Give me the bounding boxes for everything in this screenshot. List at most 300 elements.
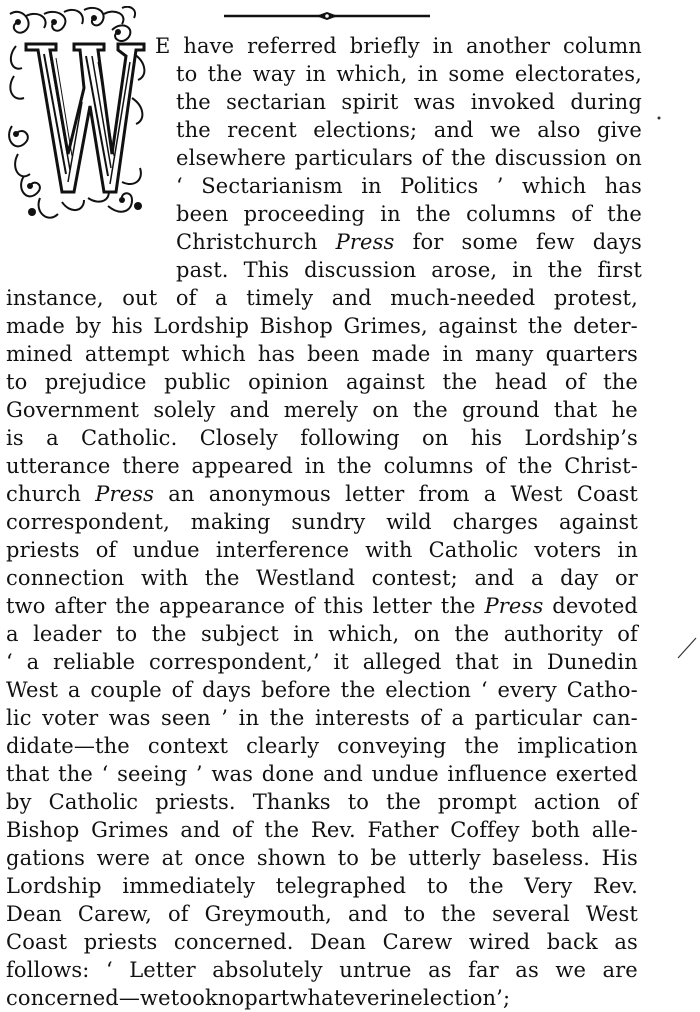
word: briefly [349,34,420,58]
word: made [371,342,431,366]
word: baseless. [492,846,591,870]
word: columns [383,454,474,478]
word: on [422,426,449,450]
word: Press [95,482,155,506]
word: a [451,706,465,730]
word: West [510,482,563,506]
word: arose, [431,258,498,282]
word: both [531,818,581,842]
word: and [323,762,363,786]
word: part [244,986,290,1010]
word: the [547,258,583,282]
word: Father [367,818,439,842]
word: Government [6,398,140,422]
word: sundry [291,510,366,534]
word: we [555,958,587,982]
word: follows: [6,958,90,982]
word: the [386,790,421,814]
word: a [483,482,497,506]
word: an [168,482,195,506]
word: a [67,678,81,702]
word: His [601,846,638,870]
word: it [333,650,349,674]
word: in [417,62,439,86]
text-line [6,957,638,984]
word: in [512,258,533,282]
word: Lordship [153,314,250,338]
word: with [365,538,413,562]
word: the [442,370,478,394]
word: gations [6,846,86,870]
word: Bishop [6,818,80,842]
word: lic [6,706,32,730]
word: Dean [6,902,62,926]
word: a [530,566,544,590]
word: of [171,678,193,702]
word: days [202,678,252,702]
word: the [264,818,300,842]
word: by [75,314,101,338]
word: some [461,230,518,254]
word: in [617,538,638,562]
word: which, [328,622,400,646]
word: ‘ [480,678,488,702]
word: Sectarianism [201,174,343,198]
word: elsewhere [176,146,287,170]
word: conveying [337,734,447,758]
decorative-dropcap [4,6,154,228]
word: Catholic [428,538,519,562]
text-line [6,845,638,872]
word: untrue [339,958,412,982]
word: interests [314,706,410,730]
word: absolutely [212,958,323,982]
word: the [527,314,563,338]
word: alleged [362,650,442,674]
word: Press [335,230,395,254]
text-line [176,173,642,200]
word: utterly [408,846,481,870]
word: that [6,762,50,786]
word: Lordship [6,874,102,898]
word: subject [200,622,279,646]
word: charges [452,510,539,534]
word: the [269,706,305,730]
word: took [170,986,218,1010]
word: Greymouth, [204,902,332,926]
word: as [614,930,638,954]
word: ’ [195,762,203,786]
word: ‘ [105,958,113,982]
word: prejudice [44,370,147,394]
margin-dot-mark [655,114,663,122]
word: against [345,370,425,394]
word: priests [6,538,80,562]
word: the [440,594,476,618]
word: the [441,902,477,926]
word: column [562,34,642,58]
word: priests [83,930,158,954]
word: on [413,622,441,646]
word: the [151,622,187,646]
word: to [347,790,370,814]
word: public [164,370,231,394]
word: in [389,986,411,1010]
word: we [490,118,521,142]
word: Bishop [259,314,334,338]
ornamental-rule [224,11,430,21]
text-line [176,145,642,172]
word: West [6,678,59,702]
margin-scratch-mark [676,636,698,660]
word: his [111,314,143,338]
text-line [6,733,638,760]
word: Coffey [450,818,520,842]
word: electorates, [514,62,642,86]
word: opinion [248,370,329,394]
word: of [95,538,117,562]
text-line [6,901,638,928]
word: the [468,874,504,898]
word: another [465,34,551,58]
word: are [602,958,638,982]
word: far [468,958,499,982]
word: timely [246,286,314,310]
word: in [512,650,534,674]
word: which [181,342,246,366]
word: done [261,762,315,786]
word: referred [247,34,337,58]
word: discussion [304,258,417,282]
word: a [26,650,40,674]
word: Thanks [252,790,331,814]
word: clearly [246,734,320,758]
word: on [372,398,399,422]
word: that [455,650,499,674]
word: in [304,454,326,478]
word: in [238,706,260,730]
word: attempt [84,342,170,366]
word: to [337,846,360,870]
word: days [592,230,642,254]
word: be [370,846,397,870]
word: was [108,706,151,730]
word: and [331,286,372,310]
word: wired [468,930,531,954]
word: at [161,846,183,870]
word: shown [256,846,327,870]
word: two [6,594,46,618]
word: way [252,62,296,86]
word: election [385,678,472,702]
text-line [6,817,638,844]
word: also [537,118,581,142]
word: the [413,398,448,422]
word: and [180,818,221,842]
word: has [257,342,296,366]
word: and [474,566,515,590]
text-line [6,341,638,368]
word: telegraphed [275,874,407,898]
word: context [147,734,229,758]
word: Rev. [593,874,638,898]
word: mined [6,342,73,366]
word: of [485,454,506,478]
word: columns [466,202,556,226]
word: of [167,902,189,926]
word: letter [372,594,432,618]
word: a [215,286,228,310]
word: few [536,230,575,254]
word: before [261,678,331,702]
word: of [420,706,442,730]
word: seen [161,706,211,730]
word: Coast [576,482,638,506]
word: reliable [53,650,136,674]
word: making [190,510,271,534]
word: ‘ [6,650,13,674]
text-line [6,621,638,648]
word: against [438,314,518,338]
text-line [6,369,638,396]
word: Lordship’s [524,426,638,450]
word: seeing [117,762,188,786]
word: to [176,62,198,86]
word: devoted [552,594,638,618]
text-line [6,313,638,340]
word: solely [153,398,216,422]
word: out [122,286,158,310]
word: head [494,370,548,394]
word: Grimes, [343,314,428,338]
word: a [46,426,59,450]
word: protest, [553,286,638,310]
word: invoked [470,90,556,114]
word: merely [283,398,359,422]
word: didate—the [6,734,130,758]
word: Catholic [48,790,139,814]
text-line [155,33,642,60]
word: of [564,370,586,394]
word: Rev. [310,818,356,842]
word: the [58,762,93,786]
word: several [492,902,570,926]
word: appeared [191,454,293,478]
word: leader [33,622,102,646]
word: authority [503,622,603,646]
word: particulars [294,146,413,170]
word: Catho- [566,678,638,702]
word: Carew, [77,902,153,926]
word: Dunedin [546,650,638,674]
text-line [6,929,638,956]
word: his [470,426,503,450]
word: spirit [341,90,399,114]
text-line [6,649,638,676]
word: and [347,902,388,926]
word: West [585,902,638,926]
word: in [305,62,327,86]
word: been [307,342,360,366]
word: the [176,118,211,142]
word: discussion [494,146,607,170]
word: sectarian [226,90,327,114]
word: implication [517,734,638,758]
text-line [176,89,642,116]
word: of [175,286,197,310]
word: from [418,482,470,506]
word: priests. [155,790,236,814]
word: influence [447,762,548,786]
text-line [6,285,638,312]
word: against [558,510,638,534]
word: the [340,678,376,702]
text-line [6,453,638,480]
word: that [553,398,598,422]
word: of [617,790,638,814]
word: Coast [6,930,68,954]
word: elections; [313,118,418,142]
word: or [614,566,638,590]
word: first [597,258,642,282]
word: deter- [573,314,638,338]
word: to [115,622,138,646]
word: the [176,90,211,114]
text-line [6,481,638,508]
word: as [515,958,539,982]
word: Christ- [564,454,638,478]
word: a [6,622,19,646]
word: the [204,566,240,590]
word: Closely [199,426,278,450]
word: every [497,678,557,702]
word: recent [227,118,297,142]
text-line [176,61,642,88]
word: has [604,174,642,198]
word: were [96,846,151,870]
word: E [155,34,171,58]
word: with [141,566,189,590]
word: correspondent,’ [149,650,320,674]
word: ground [462,398,540,422]
word: can- [592,706,638,730]
word: Press [484,594,544,618]
word: particular [474,706,582,730]
word: day [560,566,599,590]
word: the [603,370,638,394]
word: voter [42,706,99,730]
word: in [293,622,314,646]
word: exerted [555,762,638,786]
text-line [6,397,638,424]
word: the [451,146,486,170]
word: election [410,986,497,1010]
word: to [403,902,426,926]
word: ’; [496,986,511,1010]
word: church [6,482,82,506]
word: many [475,342,534,366]
word: Very [524,874,573,898]
word: and [229,398,270,422]
word: in [380,202,401,226]
word: the [416,202,451,226]
word: the [454,622,490,646]
word: for [412,230,444,254]
text-line [6,705,638,732]
word: alle- [591,818,638,842]
word: Carew [382,930,453,954]
word: following [300,426,400,450]
word: this [323,594,364,618]
word: the [207,62,243,86]
word: was [413,90,456,114]
word: action [533,790,601,814]
text-line [6,565,638,592]
word: Dean [310,930,367,954]
word: Politics [400,174,479,198]
word: proceeding [243,202,366,226]
word: is [6,426,24,450]
text-line [176,229,642,256]
word: appearance [158,594,286,618]
word: which, [336,62,408,86]
word: interference [215,538,350,562]
word: contest; [371,566,458,590]
word: in [361,174,382,198]
text-line [6,985,638,1012]
word: on [615,146,642,170]
text-line [6,873,638,900]
word: much-needed [390,286,536,310]
word: by [6,790,32,814]
word: concerned. [173,930,294,954]
word: of [293,594,315,618]
word: immediately [122,874,256,898]
word: no [217,986,245,1010]
word: made [6,314,65,338]
word: back [546,930,598,954]
word: instance, [6,286,104,310]
word: the [115,594,151,618]
word: utterance [6,454,111,478]
word: This [243,258,290,282]
text-line [176,201,642,228]
word: the [337,454,372,478]
word: past. [176,258,229,282]
word: letter [345,482,405,506]
word: give [596,118,642,142]
word: some [448,62,505,86]
text-line [6,789,638,816]
word: of [571,202,592,226]
word: ’ [221,706,229,730]
word: as [428,958,452,982]
word: wild [386,510,432,534]
word: there [122,454,180,478]
word: to [6,370,28,394]
word: ‘ [101,762,109,786]
word: the [517,454,553,478]
word: Letter [129,958,196,982]
word: to [426,874,449,898]
word: ’ [496,174,504,198]
word: connection [6,566,125,590]
word: Christchurch [176,230,318,254]
word: the [607,202,642,226]
word: correspondent, [6,510,170,534]
text-line [176,257,642,284]
text-line [6,509,638,536]
